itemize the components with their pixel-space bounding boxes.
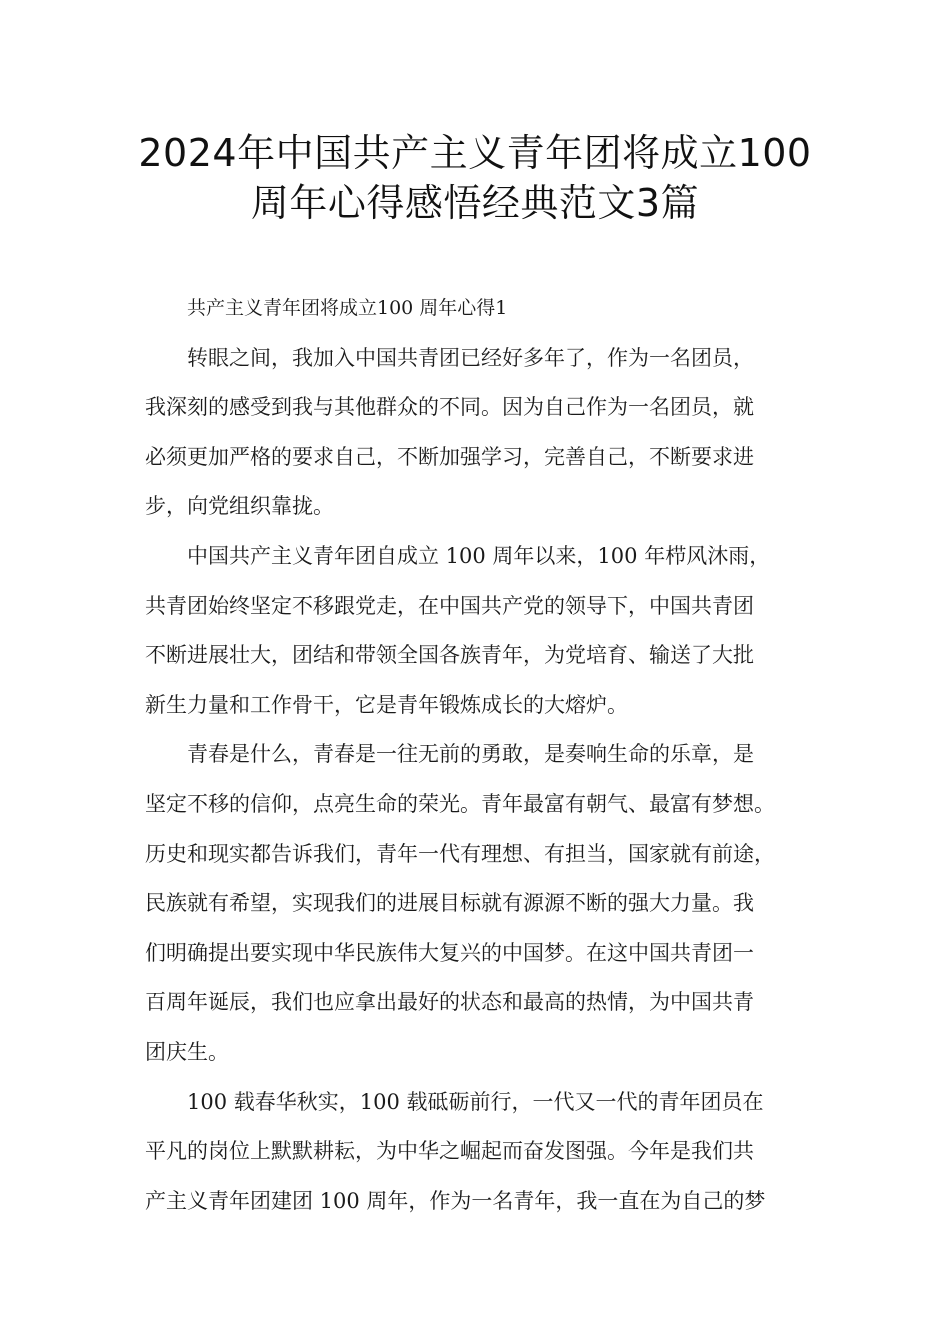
paragraph-4 xyxy=(145,1078,825,1227)
paragraph-1 xyxy=(145,334,825,532)
text-line: 共青团始终坚定不移跟党走，在中国共产党的领导下，中国共青团 xyxy=(145,593,754,618)
text-line: 青春是什么，青春是一往无前的勇敢，是奏响生命的乐章，是 xyxy=(187,742,754,767)
text-line: 我深刻的感受到我与其他群众的不同。因为自己作为一名团员，就 xyxy=(145,395,754,420)
text-line: 产主义青年团建团 100 周年，作为一名青年，我一直在为自己的梦 xyxy=(145,1188,766,1213)
text-line: 步，向党组织靠拢。 xyxy=(145,494,334,519)
section-heading xyxy=(145,284,825,334)
text-line: 100 载春华秋实，100 载砥砺前行，一代又一代的青年团员在 xyxy=(187,1089,764,1114)
document-title xyxy=(60,128,890,228)
text-line: 们明确提出要实现中华民族伟大复兴的中国梦。在这中国共青团一 xyxy=(145,940,754,965)
document-body xyxy=(145,284,825,1226)
text-line: 不断进展壮大，团结和带领全国各族青年，为党培育、输送了大批 xyxy=(145,643,754,668)
text-line: 民族就有希望，实现我们的进展目标就有源源不断的强大力量。我 xyxy=(145,891,754,916)
paragraph-2 xyxy=(145,532,825,730)
title-line-2: 周年心得感悟经典范文3篇 xyxy=(250,181,700,225)
title-line-1: 2024年中国共产主义青年团将成立100 xyxy=(138,131,812,175)
text-line: 新生力量和工作骨干，它是青年锻炼成长的大熔炉。 xyxy=(145,692,628,717)
text-line: 百周年诞辰，我们也应拿出最好的状态和最高的热情，为中国共青 xyxy=(145,990,754,1015)
text-line: 团庆生。 xyxy=(145,1039,229,1064)
text-line: 坚定不移的信仰，点亮生命的荣光。青年最富有朝气、最富有梦想。 xyxy=(145,791,775,816)
paragraph-3 xyxy=(145,730,825,1077)
text-line: 共产主义青年团将成立100 周年心得1 xyxy=(187,297,508,319)
text-line: 平凡的岗位上默默耕耘，为中华之崛起而奋发图强。今年是我们共 xyxy=(145,1139,754,1164)
text-line: 历史和现实都告诉我们，青年一代有理想、有担当，国家就有前途， xyxy=(145,841,775,866)
text-line: 必须更加严格的要求自己，不断加强学习，完善自己，不断要求进 xyxy=(145,444,754,469)
text-line: 转眼之间，我加入中国共青团已经好多年了，作为一名团员， xyxy=(187,345,754,370)
text-line: 中国共产主义青年团自成立 100 周年以来，100 年栉风沐雨， xyxy=(187,543,771,568)
